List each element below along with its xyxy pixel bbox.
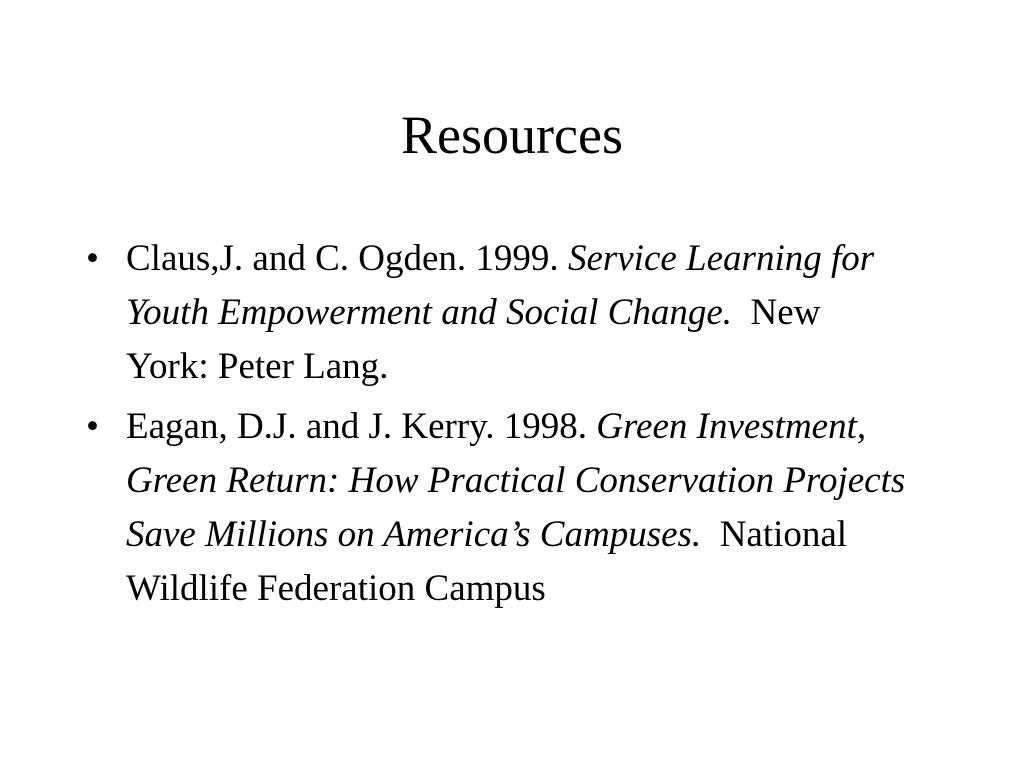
reference-publisher: New York: Peter Lang.: [126, 292, 829, 387]
bullet-icon: •: [86, 238, 99, 279]
reference-title: Green Investment, Green Return: How Practical Conservation Projects Save Millions on America’s Campuses.: [126, 406, 906, 555]
reference-publisher: National Wildlife Federation Campus: [126, 514, 856, 609]
bullet-icon: •: [86, 406, 99, 447]
reference-title: Service Learning for Youth Empowerment and Social Change.: [126, 238, 875, 333]
reference-item: [86, 400, 906, 616]
reference-item: [86, 232, 906, 394]
reference-authors-year: Eagan, D.J. and J. Kerry. 1998.: [126, 406, 597, 447]
reference-authors-year: Claus,J. and C. Ogden. 1999.: [126, 238, 568, 279]
reference-list: [86, 232, 906, 622]
slide-title: Resources: [401, 105, 623, 165]
